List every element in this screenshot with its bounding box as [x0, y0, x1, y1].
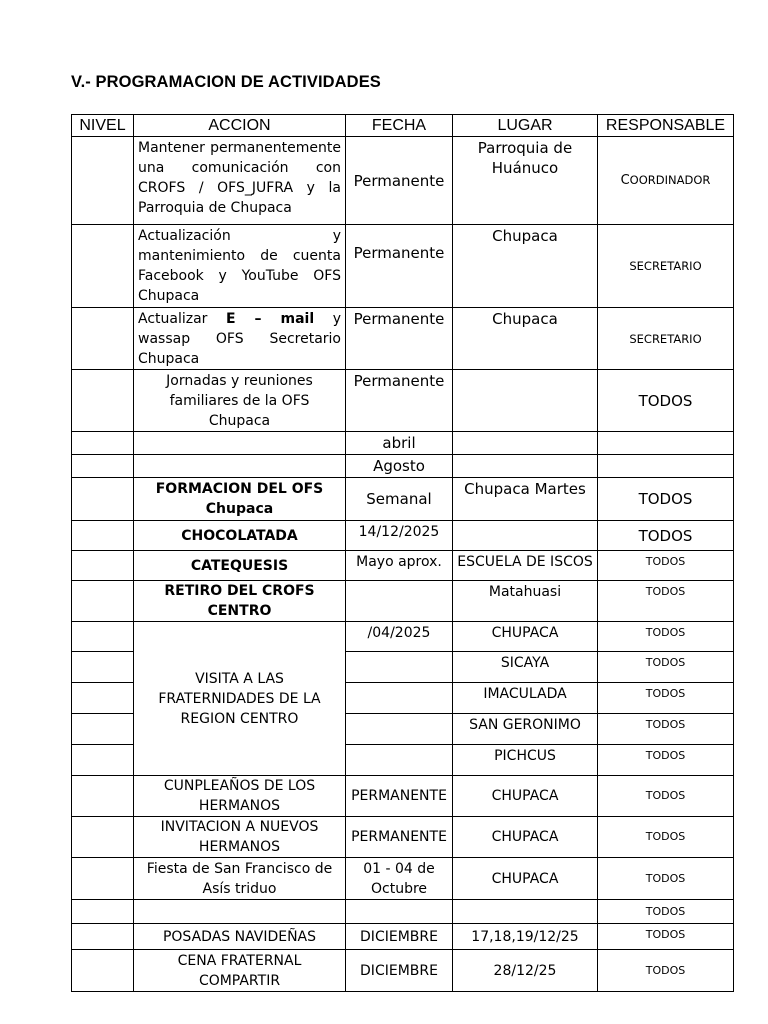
accion-cell: Fiesta de San Francisco de Asís triduo [134, 858, 346, 900]
lugar-cell: 28/12/25 [453, 950, 598, 992]
fecha-cell [346, 745, 453, 776]
nivel-cell [72, 745, 134, 776]
table-row [72, 900, 734, 924]
table-row [72, 432, 734, 455]
table-row [72, 478, 734, 521]
responsable-rest: OORDINADOR [629, 173, 711, 187]
responsable-cell: TODOS [598, 370, 734, 432]
responsable-cell: TODOS [598, 776, 734, 817]
table-row [72, 370, 734, 432]
header-accion: ACCION [134, 115, 346, 137]
responsable-cell: TODOS [598, 924, 734, 950]
responsable-cell: TODOS [598, 551, 734, 581]
lugar-cell: CHUPACA [453, 817, 598, 858]
responsable-cell: TODOS [598, 683, 734, 714]
table-row [72, 137, 734, 225]
table-row [72, 308, 734, 370]
fecha-cell: abril [346, 432, 453, 455]
nivel-cell [72, 858, 134, 900]
lugar-cell [453, 370, 598, 432]
nivel-cell [72, 924, 134, 950]
responsable-cell: SECRETARIO [598, 308, 734, 370]
accion-cell: FORMACION DEL OFS Chupaca [134, 478, 346, 521]
accion-text-post: y wassap OFS Secretario Chupaca [138, 311, 341, 367]
header-lugar: LUGAR [453, 115, 598, 137]
lugar-cell [453, 521, 598, 551]
responsable-cell: TODOS [598, 858, 734, 900]
lugar-cell [453, 432, 598, 455]
lugar-cell: CHUPACA [453, 776, 598, 817]
responsable-cell: TODOS [598, 622, 734, 652]
fecha-cell [346, 714, 453, 745]
lugar-cell: Chupaca [453, 308, 598, 370]
accion-text-bold: E – mail [225, 311, 315, 327]
fecha-cell: Permanente [346, 308, 453, 370]
fecha-cell: 01 - 04 de Octubre [346, 858, 453, 900]
activities-table [71, 114, 734, 992]
table-row [72, 817, 734, 858]
header-nivel: NIVEL [72, 115, 134, 137]
nivel-cell [72, 817, 134, 858]
responsable-cell: TODOS [598, 478, 734, 521]
fecha-cell [346, 900, 453, 924]
accion-cell: RETIRO DEL CROFS CENTRO [134, 581, 346, 622]
table-row [72, 225, 734, 308]
nivel-cell [72, 683, 134, 714]
lugar-cell: ESCUELA DE ISCOS [453, 551, 598, 581]
header-fecha: FECHA [346, 115, 453, 137]
accion-cell [134, 432, 346, 455]
nivel-cell [72, 950, 134, 992]
fecha-cell [346, 652, 453, 683]
lugar-cell: SICAYA [453, 652, 598, 683]
lugar-cell: Chupaca Martes [453, 478, 598, 521]
nivel-cell [72, 551, 134, 581]
lugar-cell: Parroquia de Huánuco [453, 137, 598, 225]
accion-text-pre: Actualizar [138, 311, 226, 327]
responsable-cell: TODOS [598, 900, 734, 924]
lugar-cell: Chupaca [453, 225, 598, 308]
responsable-cell: TODOS [598, 581, 734, 622]
table-row [72, 622, 734, 652]
lugar-cell: 17,18,19/12/25 [453, 924, 598, 950]
header-responsable: RESPONSABLE [598, 115, 734, 137]
accion-cell: Jornadas y reuniones familiares de la OFS Chupaca [134, 370, 346, 432]
section-heading: V.- PROGRAMACION DE ACTIVIDADES [71, 73, 381, 91]
nivel-cell [72, 581, 134, 622]
nivel-cell [72, 225, 134, 308]
fecha-cell: PERMANENTE [346, 817, 453, 858]
accion-cell: CHOCOLATADA [134, 521, 346, 551]
fecha-cell: /04/2025 [346, 622, 453, 652]
table-row [72, 581, 734, 622]
table-row [72, 924, 734, 950]
accion-cell [134, 900, 346, 924]
table-row [72, 521, 734, 551]
nivel-cell [72, 455, 134, 478]
nivel-cell [72, 900, 134, 924]
responsable-cell: SECRETARIO [598, 225, 734, 308]
responsable-cell: TODOS [598, 521, 734, 551]
lugar-cell [453, 455, 598, 478]
fecha-cell: Permanente [346, 370, 453, 432]
table-row [72, 551, 734, 581]
accion-cell: POSADAS NAVIDEÑAS [134, 924, 346, 950]
nivel-cell [72, 714, 134, 745]
responsable-cell: TODOS [598, 745, 734, 776]
nivel-cell [72, 521, 134, 551]
accion-cell: Mantener permanentemente una comunicación con CROFS / OFS_JUFRA y la Parroquia de Chupaca [134, 137, 346, 225]
lugar-cell: CHUPACA [453, 858, 598, 900]
fecha-cell: Mayo aprox. [346, 551, 453, 581]
responsable-initial: C [620, 173, 630, 188]
responsable-cell [598, 432, 734, 455]
responsable-cell [598, 455, 734, 478]
lugar-cell [453, 900, 598, 924]
nivel-cell [72, 652, 134, 683]
nivel-cell [72, 370, 134, 432]
responsable-cell [598, 137, 734, 225]
fecha-cell [346, 683, 453, 714]
accion-cell: CUNPLEAÑOS DE LOS HERMANOS [134, 776, 346, 817]
fecha-cell: 14/12/2025 [346, 521, 453, 551]
table-row [72, 776, 734, 817]
lugar-cell: Matahuasi [453, 581, 598, 622]
nivel-cell [72, 308, 134, 370]
accion-cell [134, 308, 346, 370]
lugar-cell: CHUPACA [453, 622, 598, 652]
fecha-cell: Permanente [346, 225, 453, 308]
lugar-cell: PICHCUS [453, 745, 598, 776]
nivel-cell [72, 478, 134, 521]
accion-cell: Actualización y mantenimiento de cuenta Facebook y YouTube OFS Chupaca [134, 225, 346, 308]
nivel-cell [72, 137, 134, 225]
lugar-cell: SAN GERONIMO [453, 714, 598, 745]
fecha-cell [346, 581, 453, 622]
nivel-cell [72, 776, 134, 817]
responsable-cell: TODOS [598, 817, 734, 858]
header-row [72, 115, 734, 137]
fecha-cell: Permanente [346, 137, 453, 225]
fecha-cell: Agosto [346, 455, 453, 478]
accion-cell: INVITACION A NUEVOS HERMANOS [134, 817, 346, 858]
table-row [72, 858, 734, 900]
table-row [72, 455, 734, 478]
responsable-cell: TODOS [598, 950, 734, 992]
nivel-cell [72, 622, 134, 652]
fecha-cell: Semanal [346, 478, 453, 521]
accion-cell: CENA FRATERNAL COMPARTIR [134, 950, 346, 992]
fecha-cell: DICIEMBRE [346, 924, 453, 950]
table-row [72, 950, 734, 992]
responsable-cell: TODOS [598, 714, 734, 745]
nivel-cell [72, 432, 134, 455]
accion-cell [134, 455, 346, 478]
responsable-cell: TODOS [598, 652, 734, 683]
fecha-cell: PERMANENTE [346, 776, 453, 817]
fecha-cell: DICIEMBRE [346, 950, 453, 992]
visitas-accion-cell: VISITA A LAS FRATERNIDADES DE LA REGION CENTRO [134, 622, 346, 776]
lugar-cell: IMACULADA [453, 683, 598, 714]
accion-cell: CATEQUESIS [134, 551, 346, 581]
